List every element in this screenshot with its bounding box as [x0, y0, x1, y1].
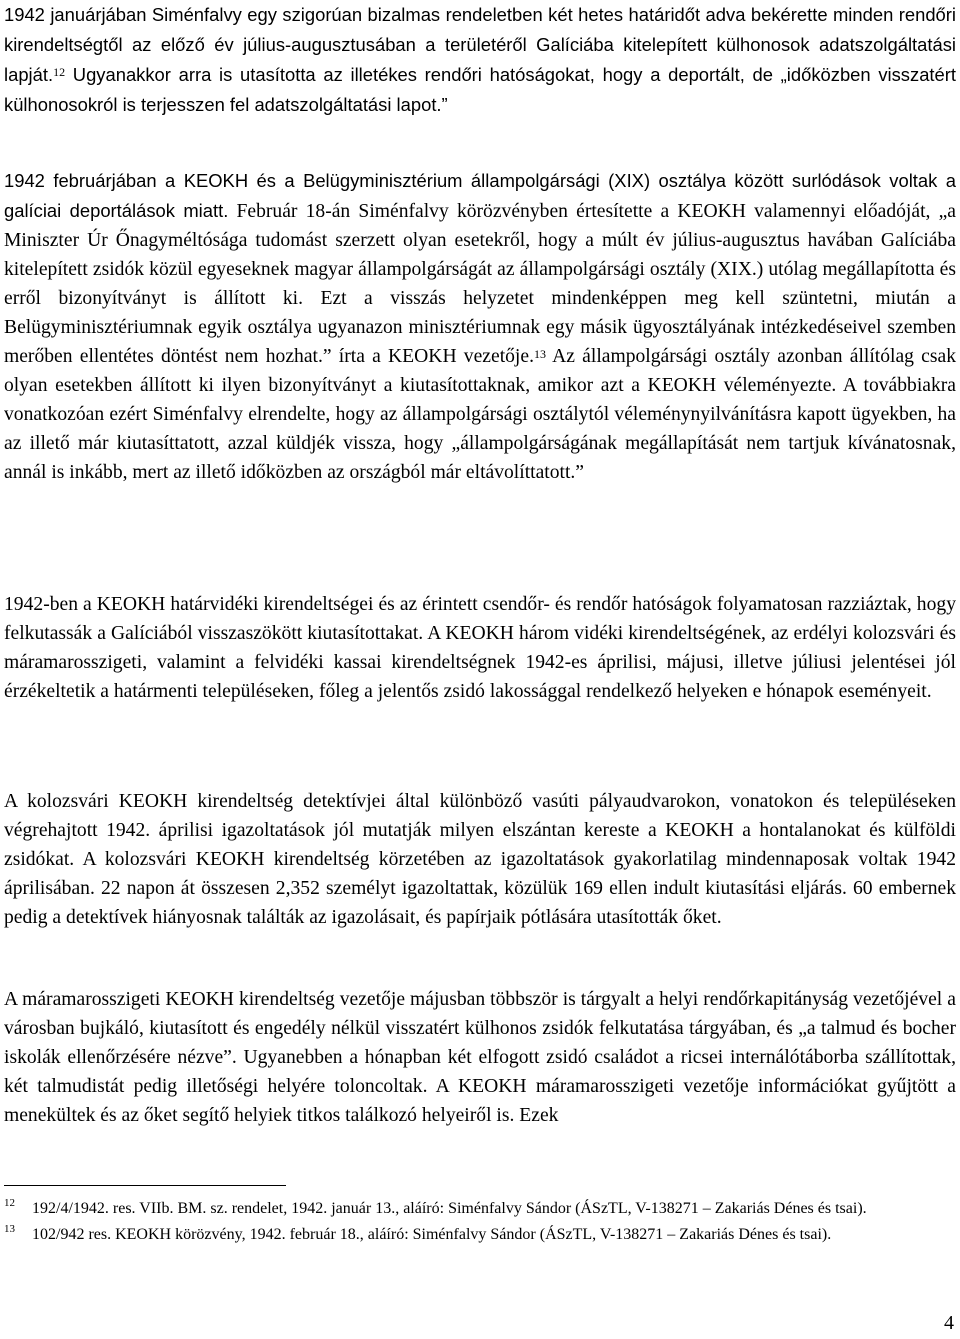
text-run: 1942 januárjában Siménfalvy egy szigorúan bizalmas rendeletben két hetes határidőt adva bekérette minden rendőri kirendeltségtől az előző év július-augusztusában a területéről Galíciába kitelepített külhonosok adatszolgáltatási lapját. [4, 4, 956, 85]
footnote-reference: 12 [53, 65, 66, 79]
text-run: A kolozsvári KEOKH kirendeltség detektívjei által különböző vasúti pályaudvarokon, vonatokon és településeken végrehajtott 1942. áprilisi igazoltatások jól mutatják milyen elszántan kereste a KEOKH a hontalanokat és külföldi zsidókat. A kolozsvári KEOKH kirendeltség körzetében az igazoltatások gyakorlatilag mindennaposak voltak 1942 áprilisában. 22 napon át összesen 2,352 személyt igazoltattak, közülük 169 ellen indult kiutasítási eljárás. 60 embernek pedig a detektívek hiányosnak találták az igazolásait, és papírjaik pótlására utasították őket. [4, 791, 956, 928]
page-number: 4 [944, 1312, 954, 1334]
footnote-text: 192/4/1942. res. VIIb. BM. sz. rendelet, 1942. január 13., aláíró: Siménfalvy Sándor (ÁSzTL, V-138271 – Zakariás Dénes és tsai). [32, 1200, 867, 1217]
footnote-text: 102/942 res. KEOKH körözvény, 1942. február 18., aláíró: Siménfalvy Sándor (ÁSzTL, V-138271 – Zakariás Dénes és tsai). [32, 1226, 832, 1243]
text-run: A máramarosszigeti KEOKH kirendeltség vezetője májusban többször is tárgyalt a helyi rendőrkapitányság vezetőjével a városban bujkáló, kiutasított és engedély nélkül visszatért külhonos zsidók felkutatása tárgyában, és „a talmud és bocher iskolák ellenőrzésére nézve”. Ugyanebben a hónapban két elfogott zsidó családot a ricsei internálótáborba szállítottak, két talmudistát pedig illetőségi helyére toloncoltak. A KEOKH máramarosszigeti vezetője információkat gyűjtött a menekültek és az őket segítő helyiek titkos találkozó helyeiről is. Ezek [4, 989, 956, 1126]
text-run: Február 18-án Siménfalvy körözvényben értesítette a KEOKH valamennyi előadóját, „a Miniszter Úr Őnagyméltósága tudomást szerzett olyan esetekről, hogy a múlt év július-augusztus havában Galíciába kitelepített zsidók közül egyeseknek magyar állampolgárságát az állampolgársági osztály (XIX.) utólag megállapította és erről bizonyítványt is állított ki. Ezt a visszás helyzetet mindenképpen meg kell szüntetni, miután a Belügyminisztériumnak egyik osztálya ugyanazon minisztériumnak egy másik ügyosztályának intézkedéseivel szemben merőben ellentétes döntést nem hozhat.” írta a KEOKH vezetője. [4, 201, 956, 367]
paragraph-3 [4, 590, 956, 706]
footnote-13 [4, 1222, 956, 1248]
footnote-number: 13 [4, 1223, 15, 1235]
paragraph-1 [4, 0, 956, 120]
footnote-12 [4, 1196, 956, 1222]
text-run: 1942 februárjában a KEOKH és a Belügyminisztérium állampolgársági (XIX) osztálya között surlódások voltak a galíciai deportálások miatt. [4, 170, 956, 221]
footnotes [4, 1196, 956, 1248]
paragraph-2 [4, 166, 956, 487]
footnote-reference: 13 [533, 347, 546, 361]
footnote-number: 12 [4, 1197, 15, 1209]
paragraph-4 [4, 787, 956, 932]
footnote-separator [4, 1185, 286, 1186]
paragraph-5 [4, 985, 956, 1130]
text-run: Az állampolgársági osztály azonban állítólag csak olyan esetekben állított ki ilyen bizonyítványt a kiutasítottaknak, amikor azt a KEOKH véleményezte. A továbbiakra vonatkozóan ezért Siménfalvy elrendelte, hogy az állampolgársági osztálytól véleménynyilvánításra kapott ügyekben, ha az illető már kiutasíttatott, azzal küldjék vissza, hogy „állampolgárságának megállapítását nem tartjuk kívánatosnak, annál is inkább, mert az illető időközben az országból már eltávolíttatott.” [4, 346, 956, 483]
text-run: 1942-ben a KEOKH határvidéki kirendeltségei és az érintett csendőr- és rendőr hatóságok folyamatosan razziáztak, hogy felkutassák a Galíciából visszaszökött kiutasítottakat. A KEOKH három vidéki kirendeltségének, az erdélyi kolozsvári és máramarosszigeti, valamint a felvidéki kassai kirendeltségnek 1942-es áprilisi, májusi, illetve júliusi jelentései jól érzékeltetik a határmenti településeken, főleg a jelentős zsidó lakossággal rendelkező helyeken e hónapok eseményeit. [4, 594, 956, 702]
text-run: Ugyanakkor arra is utasította az illetékes rendőri hatóságokat, hogy a deportált, de „időközben visszatért külhonosokról is terjesszen fel adatszolgáltatási lapot.” [4, 64, 956, 115]
